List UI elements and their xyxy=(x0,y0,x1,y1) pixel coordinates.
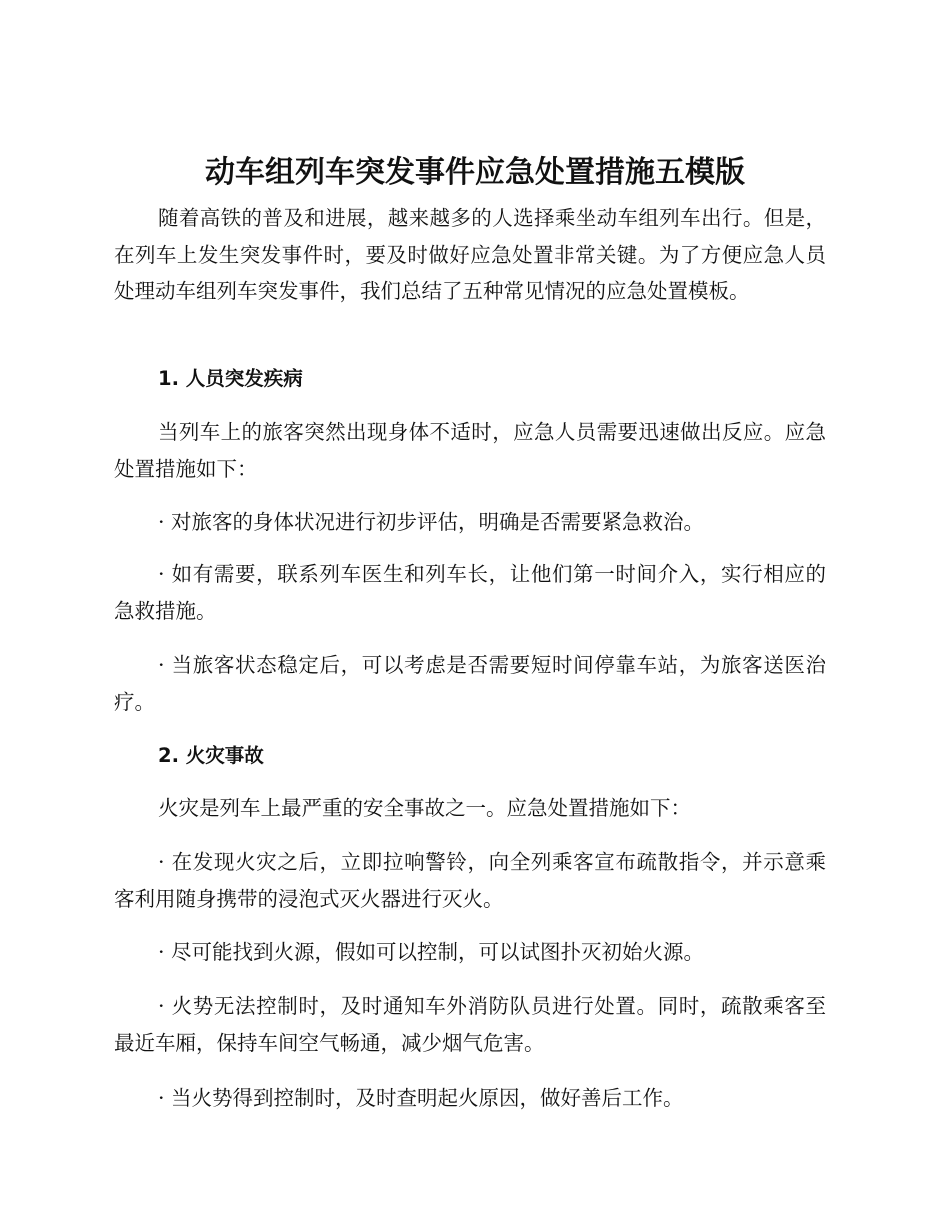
list-item: · 当旅客状态稳定后，可以考虑是否需要短时间停靠车站，为旅客送医治疗。 xyxy=(114,653,826,714)
list-item: · 对旅客的身体状况进行初步评估，明确是否需要紧急救治。 xyxy=(158,510,705,534)
list-item: · 火势无法控制时，及时通知车外消防队员进行处置。同时，疏散乘客至最近车厢，保持车间空气畅通，减少烟气危害。 xyxy=(114,994,826,1055)
intro-paragraph: 随着高铁的普及和进展，越来越多的人选择乘坐动车组列车出行。但是，在列车上发生突发事件时，要及时做好应急处置非常关键。为了方便应急人员处理动车组列车突发事件，我们总结了五种常见情况的应急处置模板。 xyxy=(114,206,826,303)
section-lead-fire: 火灾是列车上最严重的安全事故之一。应急处置措施如下： xyxy=(158,796,691,820)
list-item: · 尽可能找到火源，假如可以控制，可以试图扑灭初始火源。 xyxy=(158,940,705,964)
list-item: · 在发现火灾之后，立即拉响警铃，向全列乘客宣布疏散指令，并示意乘客利用随身携带的浸泡式灭火器进行灭火。 xyxy=(114,850,826,911)
list-item: · 当火势得到控制时，及时查明起火原因，做好善后工作。 xyxy=(158,1086,684,1110)
list-item: · 如有需要，联系列车医生和列车长，让他们第一时间介入，实行相应的急救措施。 xyxy=(114,562,826,623)
section-lead-illness: 当列车上的旅客突然出现身体不适时，应急人员需要迅速做出反应。应急处置措施如下： xyxy=(114,420,826,481)
document-title: 动车组列车突发事件应急处置措施五模版 xyxy=(205,155,745,190)
section-heading-illness: 1. 人员突发疾病 xyxy=(158,367,303,390)
section-heading-fire: 2. 火灾事故 xyxy=(158,744,264,767)
